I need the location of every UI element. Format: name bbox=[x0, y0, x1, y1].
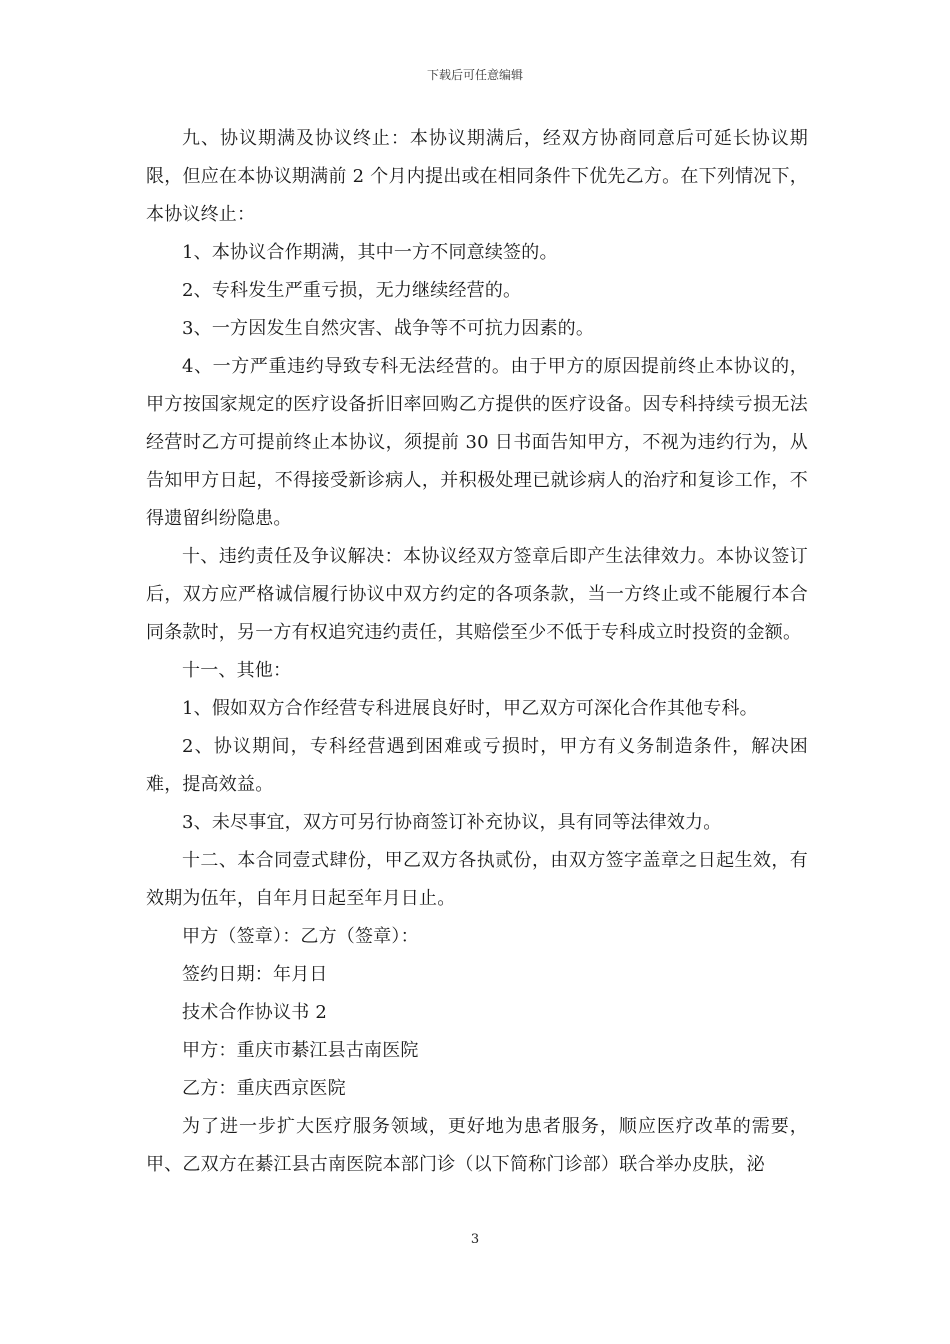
paragraph-item-4: 4、一方严重违约导致专科无法经营的。由于甲方的原因提前终止本协议的，甲方按国家规定的医疗设备折旧率回购乙方提供的医疗设备。因专科持续亏损无法经营时乙方可提前终止本协议，须提前 30 日书面告知甲方，不视为违约行为，从告知甲方日起，不得接受新诊病人，并积极处理已就诊病人的治疗和复诊工作，不得遗留纠纷隐患。 bbox=[146, 356, 808, 529]
paragraph-other-2: 2、协议期间，专科经营遇到困难或亏损时，甲方有义务制造条件，解决困难，提高效益。 bbox=[146, 736, 808, 795]
paragraph-clause-12: 十二、本合同壹式肆份，甲乙双方各执贰份，由双方签字盖章之日起生效，有效期为伍年，自年月日起至年月日止。 bbox=[146, 850, 808, 909]
paragraph-other-3: 3、未尽事宜，双方可另行协商签订补充协议，具有同等法律效力。 bbox=[182, 812, 722, 833]
agreement-title-2: 技术合作协议书 2 bbox=[182, 1002, 327, 1023]
paragraph-other-1: 1、假如双方合作经营专科进展良好时，甲乙双方可深化合作其他专科。 bbox=[182, 698, 758, 719]
page-number: 3 bbox=[470, 1232, 480, 1247]
party-a: 甲方：重庆市綦江县古南医院 bbox=[182, 1040, 419, 1061]
document-body bbox=[146, 120, 808, 1184]
paragraph-clause-9: 九、协议期满及协议终止：本协议期满后，经双方协商同意后可延长协议期限，但应在本协议期满前 2 个月内提出或在相同条件下优先乙方。在下列情况下，本协议终止： bbox=[146, 128, 808, 225]
page-header: 下载后可任意编辑 bbox=[426, 68, 523, 82]
party-b: 乙方：重庆西京医院 bbox=[182, 1078, 346, 1099]
paragraph-clause-10: 十、违约责任及争议解决：本协议经双方签章后即产生法律效力。本协议签订后，双方应严格诚信履行协议中双方约定的各项条款，当一方终止或不能履行本合同条款时，另一方有权追究违约责任，其赔偿至少不低于专科成立时投资的金额。 bbox=[146, 546, 808, 643]
paragraph-clause-11: 十一、其他： bbox=[182, 660, 292, 681]
paragraph-item-1: 1、本协议合作期满，其中一方不同意续签的。 bbox=[182, 242, 558, 263]
signing-date: 签约日期：年月日 bbox=[182, 964, 328, 985]
signature-line: 甲方（签章）：乙方（签章）： bbox=[182, 926, 419, 947]
paragraph-item-3: 3、一方因发生自然灾害、战争等不可抗力因素的。 bbox=[182, 318, 595, 339]
paragraph-item-2: 2、专科发生严重亏损，无力继续经营的。 bbox=[182, 280, 522, 301]
paragraph-preamble: 为了进一步扩大医疗服务领域，更好地为患者服务，顺应医疗改革的需要，甲、乙双方在綦江县古南医院本部门诊（以下简称门诊部）联合举办皮肤，泌 bbox=[146, 1116, 808, 1175]
